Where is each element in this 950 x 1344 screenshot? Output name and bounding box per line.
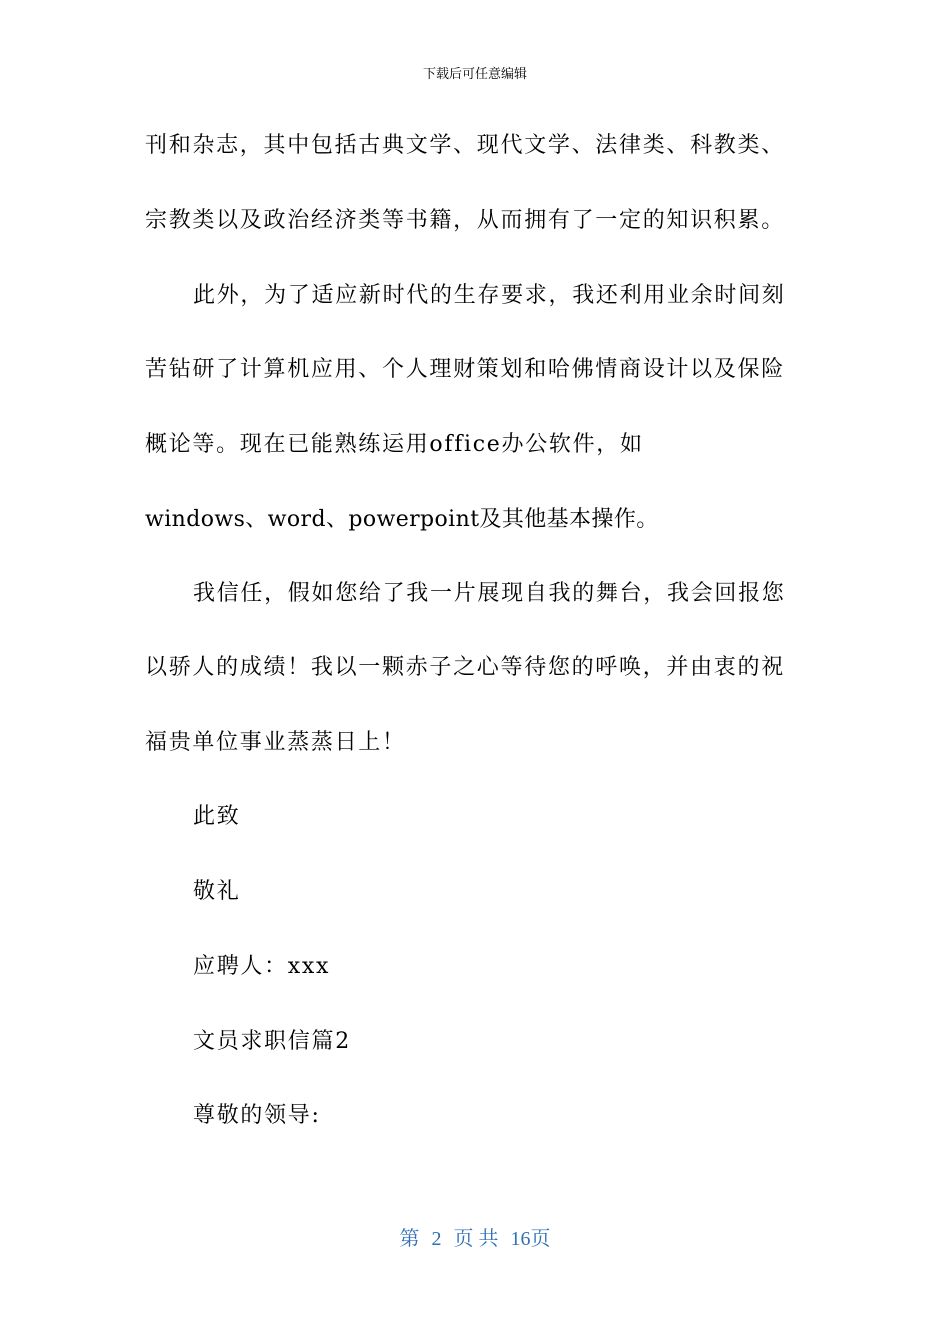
- section-title: 文员求职信篇2: [193, 1029, 351, 1054]
- body-line-5: 概论等。现在已能熟练运用office办公软件，如: [145, 432, 644, 457]
- footer-prefix: 第: [399, 1228, 420, 1250]
- body-line-8: 以骄人的成绩！我以一颗赤子之心等待您的呼唤，并由衷的祝: [145, 655, 785, 680]
- body-line-7: 我信任，假如您给了我一片展现自我的舞台，我会回报您: [193, 581, 786, 606]
- body-line-2: 宗教类以及政治经济类等书籍，从而拥有了一定的知识积累。: [145, 208, 785, 233]
- footer-current-page: 2: [431, 1228, 442, 1250]
- body-line-9: 福贵单位事业蒸蒸日上！: [145, 730, 406, 755]
- body-line-6: windows、word、powerpoint及其他基本操作。: [145, 507, 659, 532]
- page-footer: [0, 1225, 950, 1253]
- body-line-4: 苦钻研了计算机应用、个人理财策划和哈佛情商设计以及保险: [145, 357, 785, 382]
- greeting: 尊敬的领导:: [193, 1103, 321, 1128]
- closing-salutation: 此致: [193, 804, 241, 829]
- footer-middle: 页 共: [453, 1228, 499, 1250]
- footer-total-pages: 16页: [510, 1228, 551, 1250]
- applicant-signature: 应聘人：xxx: [193, 954, 331, 979]
- body-line-3: 此外，为了适应新时代的生存要求，我还利用业余时间刻: [193, 283, 786, 308]
- page-header: 下载后可任意编辑: [422, 67, 527, 82]
- body-line-1: 刊和杂志，其中包括古典文学、现代文学、法律类、科教类、: [145, 133, 785, 158]
- closing-respect: 敬礼: [193, 879, 241, 904]
